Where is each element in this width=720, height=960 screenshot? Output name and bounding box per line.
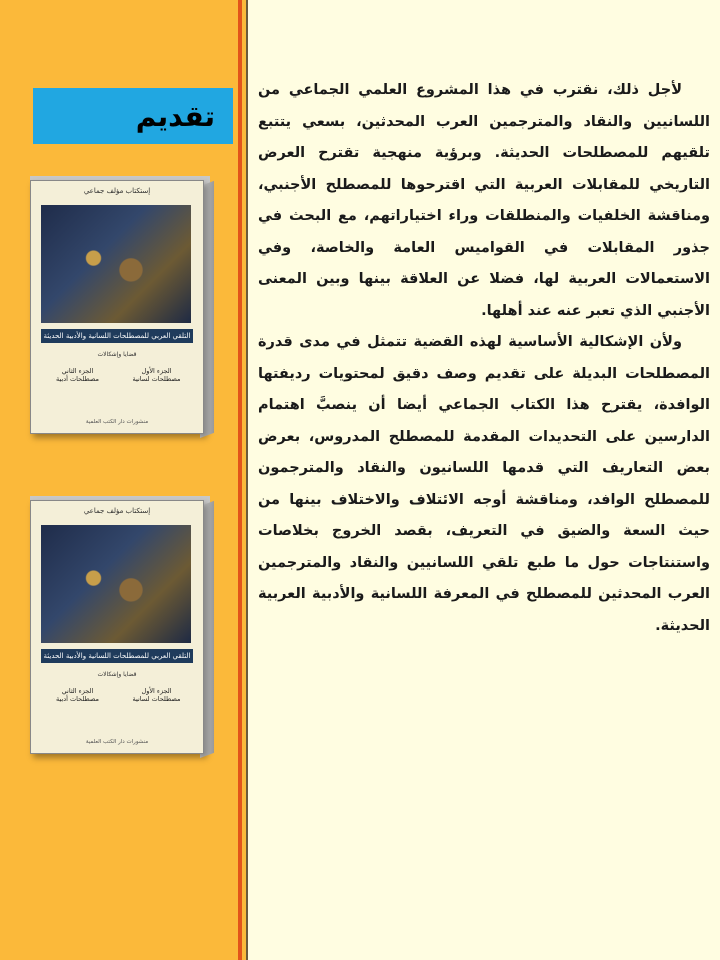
book-subtitle: قضايا وإشكالات bbox=[97, 671, 137, 678]
book-front-cover bbox=[30, 180, 204, 434]
article-body bbox=[258, 75, 710, 642]
article-paragraph: ولأن الإشكالية الأساسية لهذه القضية تتمثل في مدى قدرة المصطلحات البديلة على تقديم وصف دقيق لمحتويات رديفتها الوافدة، يقترح هذا الكتاب الجماعي أيضا أن ينصبَّ اهتمام الدارسين على التحديدات المقدمة للمصطلح المدروس، بعرض بعض التعاريف التي قدمها اللسانيون والنقاد والمترجمون للمصطلح الوافد، ومناقشة أوجه الائتلاف والاختلاف بينها من حيث السعة والضيق في التعريف، بقصد الخروج بخلاصات واستنتاجات حول ما طبع تلقي اللسانيين والنقاد والمترجمين العرب المحدثين للمصطلح في المعرفة اللسانية والأدبية العربية الحديثة. bbox=[258, 334, 710, 634]
book-parts bbox=[41, 687, 193, 704]
article-paragraph: لأجل ذلك، نقترب في هذا المشروع العلمي الجماعي من اللسانيين والنقاد والمترجمين العرب المحدثين، بسعي يتتبع تلقيهم للمصطلحات الحديثة. وبرؤية منهجية تقترح العرض التاريخي للمقابلات العربية التي اقترحوها للمصطلح الأجنبي، ومناقشة الخلفيات والمنطلقات وراء اختياراتهم، مع البحث في جذور المقابلات في القواميس العامة والخاصة، وفي الاستعمالات العربية لها، فضلا عن العلاقة بينها وبين المعنى الأجنبي الذي تعبر عنه عند أهلها. bbox=[258, 82, 710, 319]
book-series: إستكتاب مؤلف جماعي bbox=[83, 507, 151, 515]
book-part-right: الجزء الأول مصطلحات لسانية bbox=[132, 367, 181, 384]
book-cover-image bbox=[30, 496, 214, 758]
book-cover-image bbox=[30, 176, 214, 438]
book-series: إستكتاب مؤلف جماعي bbox=[83, 187, 151, 195]
book-part-right: الجزء الأول مصطلحات لسانية bbox=[132, 687, 181, 704]
calligraphy-art bbox=[41, 205, 191, 323]
book-subtitle: قضايا وإشكالات bbox=[97, 351, 137, 358]
book-publisher: منشورات دار الكتب العلمية bbox=[85, 419, 149, 425]
book-front-cover bbox=[30, 500, 204, 754]
vertical-divider bbox=[238, 0, 242, 960]
book-part-left: الجزء الثاني مصطلحات أدبية bbox=[56, 367, 99, 384]
book-publisher: منشورات دار الكتب العلمية bbox=[85, 739, 149, 745]
book-part-left: الجزء الثاني مصطلحات أدبية bbox=[56, 687, 99, 704]
book-title: التلقي العربي للمصطلحات اللسانية والأدبية الحديثة bbox=[41, 649, 193, 663]
book-parts bbox=[41, 367, 193, 384]
section-title-banner bbox=[33, 88, 233, 144]
section-title: تقديم bbox=[135, 99, 215, 133]
calligraphy-art bbox=[41, 525, 191, 643]
left-panel bbox=[0, 0, 238, 960]
book-title: التلقي العربي للمصطلحات اللسانية والأدبية الحديثة bbox=[41, 329, 193, 343]
